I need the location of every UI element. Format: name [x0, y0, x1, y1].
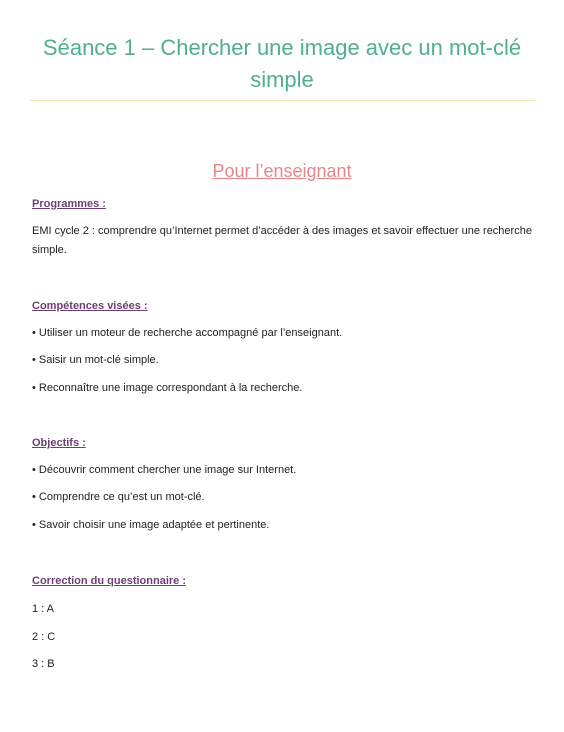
- programmes-text: EMI cycle 2 : comprendre qu’Internet permet d’accéder à des images et savoir effectuer une recherche simple.: [32, 225, 532, 256]
- objectifs-heading: Objectifs :: [32, 437, 86, 449]
- programmes-heading: Programmes :: [32, 198, 106, 210]
- correction-item: 3 : B: [32, 658, 55, 670]
- section-subtitle: Pour l’enseignant: [212, 161, 352, 181]
- objectif-item: • Découvrir comment chercher une image sur Internet.: [32, 464, 297, 476]
- correction-heading: Correction du questionnaire :: [32, 575, 187, 587]
- objectif-item: • Savoir choisir une image adaptée et pertinente.: [32, 519, 270, 531]
- correction-item: 1 : A: [32, 603, 55, 615]
- competence-item: • Reconnaître une image correspondant à la recherche.: [32, 382, 303, 394]
- correction-item: 2 : C: [32, 631, 56, 643]
- competences-heading: Compétences visées :: [32, 300, 148, 312]
- page-title: Séance 1 – Chercher une image avec un mot-clé simple: [42, 35, 522, 92]
- competence-item: • Utiliser un moteur de recherche accompagné par l’enseignant.: [32, 327, 343, 339]
- competence-item: • Saisir un mot-clé simple.: [32, 354, 159, 366]
- title-divider: [30, 100, 536, 101]
- objectif-item: • Comprendre ce qu’est un mot-clé.: [32, 491, 205, 503]
